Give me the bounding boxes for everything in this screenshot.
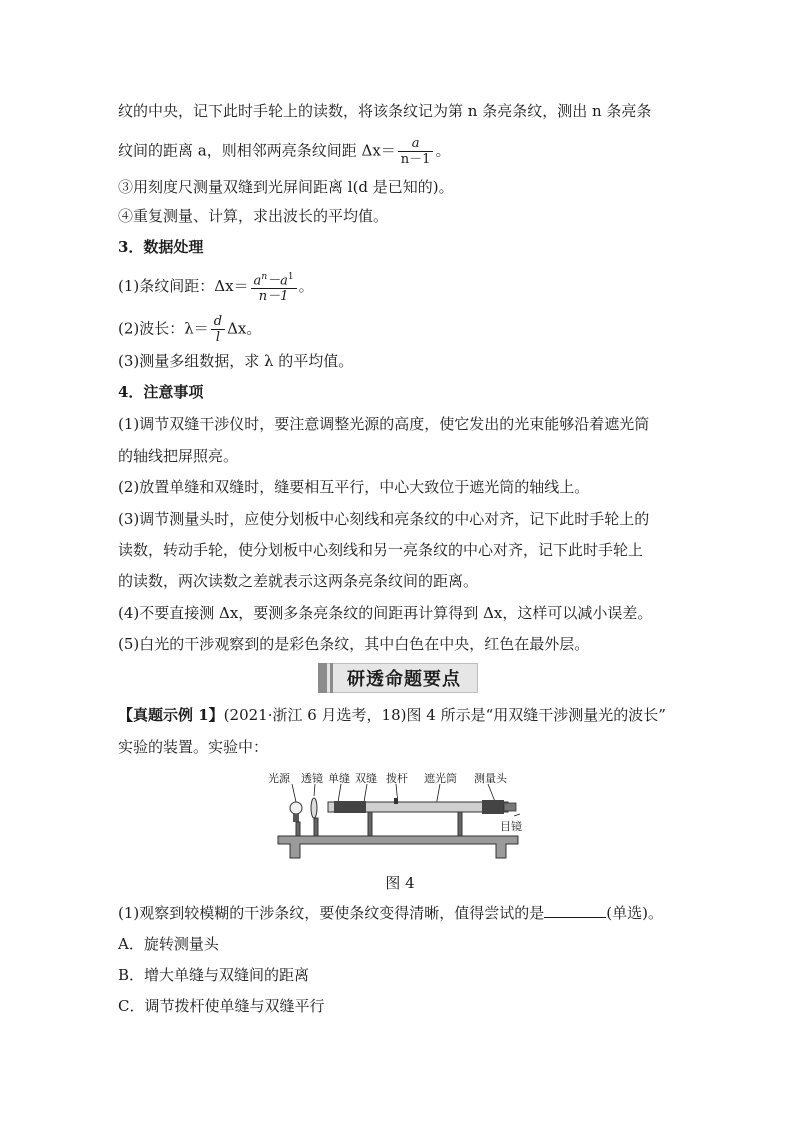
fraction-denominator: n－1 (398, 151, 434, 167)
procedure-line-2-end: 。 (435, 141, 451, 160)
note-3-line-1: (3)调节测量头时，应使分划板中心刻线和亮条纹的中心对齐，记下此时手轮上的 (118, 510, 650, 528)
note-4: (4)不要直接测 Δx，要测多条亮条纹的间距再计算得到 Δx，这样可以减小误差。 (118, 604, 653, 622)
label-measuring-head: 测量头 (474, 772, 507, 785)
note-2: (2)放置单缝和双缝时，缝要相互平行，中心大致位于遮光筒的轴线上。 (118, 478, 590, 496)
support-post (368, 812, 372, 836)
leader-line (338, 784, 341, 802)
fraction-numerator: $a^n-a^1$ (253, 272, 294, 289)
data-item-2-text: (2)波长：λ＝ (118, 319, 209, 338)
support-post (314, 818, 318, 836)
note-3-line-3: 的读数，两次读数之差就表示这两条亮条纹间的距离。 (118, 572, 479, 590)
data-item-1-text: (1)条纹间距：Δx＝ (118, 277, 249, 296)
toggle-rod (394, 798, 398, 804)
heading-notes: 4．注意事项 (118, 383, 204, 401)
label-double-slit: 双缝 (355, 772, 377, 785)
label-lens: 透镜 (301, 772, 323, 785)
question-1-text: (1)观察到较模糊的干涉条纹，要使条纹变得清晰，值得尝试的是 (118, 904, 545, 922)
question-1-end: (单选)。 (606, 904, 663, 922)
fraction-numerator: a (411, 136, 420, 151)
fraction-fringe-spacing (251, 270, 297, 304)
eyepiece (504, 803, 516, 811)
fraction-denominator: l (211, 329, 225, 345)
note-1-line-2: 的轴线把屏照亮。 (118, 447, 239, 465)
leader-line (314, 784, 315, 796)
data-item-2 (118, 314, 261, 345)
option-c: C．调节拨杆使单缝与双缝平行 (118, 997, 325, 1015)
banner-bar-thin (330, 663, 333, 693)
fraction-d-over-l (211, 314, 225, 345)
heading-data-processing: 3．数据处理 (118, 238, 204, 256)
data-item-1 (118, 270, 314, 304)
example-line-1 (118, 705, 666, 725)
label-single-slit: 单缝 (328, 772, 350, 785)
option-b: B．增大单缝与双缝间的距离 (118, 966, 310, 984)
section-banner (318, 663, 478, 693)
section-banner-title: 研透命题要点 (347, 669, 461, 690)
fraction-denominator: n－1 (251, 288, 297, 304)
leader-line (364, 784, 367, 802)
support-post (296, 822, 300, 836)
fraction-numerator: d (213, 314, 223, 329)
label-toggle-rod: 拨杆 (386, 772, 408, 785)
example-source: (2021·浙江 6 月选考，18)图 4 所示是“用双缝干涉测量光的波长” (223, 706, 666, 724)
note-1-line-1: (1)调节双缝干涉仪时，要注意调整光源的高度，使它发出的光束能够沿着遮光筒 (118, 415, 650, 433)
optical-bench-rail (278, 836, 518, 858)
procedure-step-3: ③用刻度尺测量双缝到光屏间距离 l(d 是已知的)。 (118, 178, 454, 196)
example-label: 【真题示例 1】 (118, 706, 224, 724)
banner-bar (318, 663, 327, 693)
procedure-step-4: ④重复测量、计算，求出波长的平均值。 (118, 207, 389, 225)
question-1 (118, 903, 663, 923)
note-3-line-2: 读数，转动手轮，使分划板中心刻线和另一亮条纹的中心对齐，记下此时手轮上 (118, 541, 644, 559)
support-post (458, 812, 462, 836)
leader-line (514, 814, 520, 816)
apparatus-figure (268, 770, 530, 862)
light-bulb-icon (290, 802, 302, 822)
procedure-line-2-text: 纹间的距离 a，则相邻两亮条纹间距 Δx＝ (118, 141, 396, 160)
data-item-2-end: Δx。 (227, 319, 262, 338)
lens-icon (311, 798, 317, 818)
option-a: A．旋转测量头 (118, 935, 219, 953)
label-light-shield-tube: 遮光筒 (424, 772, 457, 785)
leader-line (292, 784, 296, 802)
label-eyepiece: 目镜 (500, 820, 522, 833)
note-5: (5)白光的干涉观察到的是彩色条纹，其中白色在中央，红色在最外层。 (118, 635, 590, 653)
procedure-line-1: 纹的中央，记下此时手轮上的读数，将该条纹记为第 n 条亮条纹，测出 n 条亮条 (118, 102, 652, 120)
measuring-head (482, 800, 504, 814)
label-light-source: 光源 (268, 772, 290, 785)
data-item-1-end: 。 (298, 277, 314, 296)
data-item-3: (3)测量多组数据，求 λ 的平均值。 (118, 352, 354, 370)
example-line-2: 实验的装置。实验中： (118, 738, 269, 756)
slit-holder (334, 801, 366, 813)
answer-blank[interactable] (544, 903, 606, 918)
figure-caption: 图 4 (385, 874, 415, 892)
procedure-line-2 (118, 136, 450, 167)
fraction-a-over-n-minus-1 (398, 136, 434, 167)
